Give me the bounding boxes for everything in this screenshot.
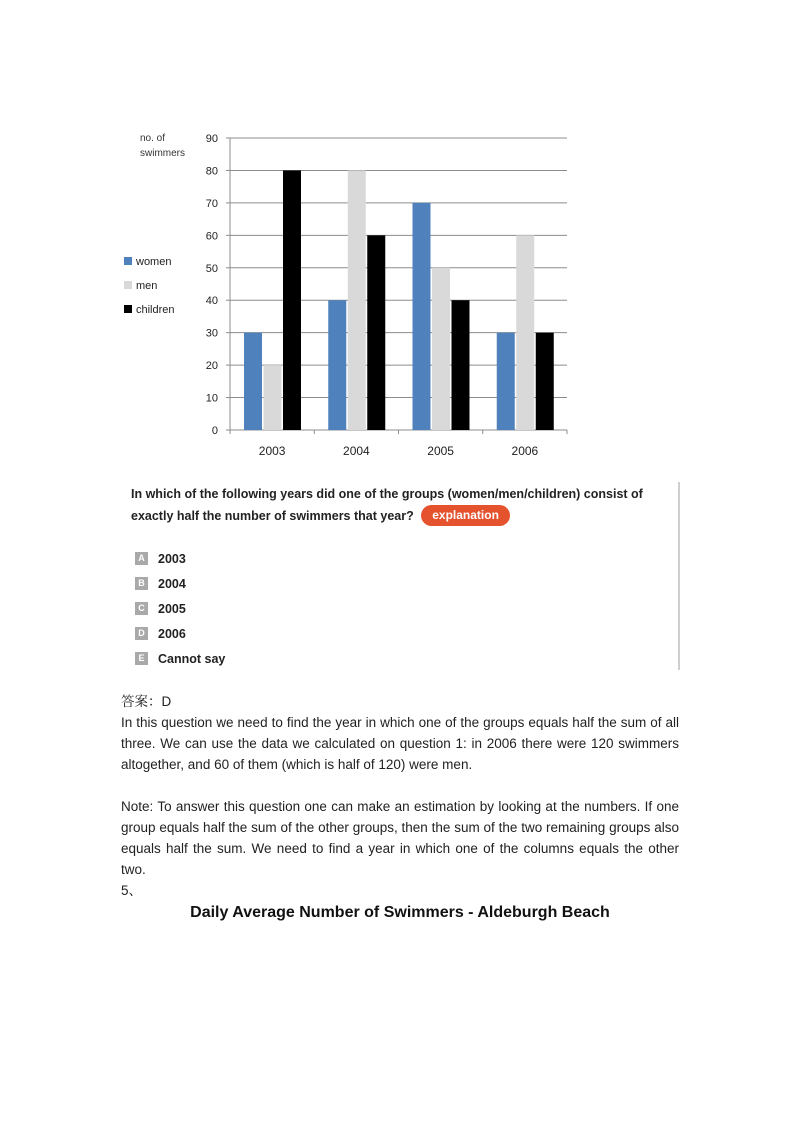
chart-legend [124,256,175,316]
y-tick-label: 90 [205,133,218,145]
legend-swatch-men [124,281,132,289]
legend-swatch-women [124,257,132,265]
y-tick-label: 10 [205,392,218,405]
bar-women-2003 [244,333,262,430]
answer-explanation [121,691,679,901]
y-axis-label-line2: swimmers [140,148,185,159]
option-c[interactable] [135,596,225,621]
bar-children-2005 [452,300,470,430]
bar-men-2006 [516,235,534,430]
option-d-letter-icon: D [135,627,148,640]
question-text: In which of the following years did one of the groups (women/men/children) consist of exactly half the number of swimmers that year? [131,487,643,523]
y-tick-label: 60 [205,230,218,243]
option-a-label: 2003 [158,551,186,566]
option-e[interactable] [135,646,225,671]
bar-children-2003 [283,170,301,430]
x-axis-ticks [259,444,539,458]
x-tick-label-2003: 2003 [258,444,286,458]
bar-men-2004 [348,170,366,430]
option-c-letter-icon: C [135,602,148,615]
question-panel [128,482,680,670]
y-tick-label: 30 [205,327,218,340]
legend-swatch-children [124,305,132,313]
bar-women-2004 [328,300,346,430]
bar-men-2005 [432,268,450,430]
option-d[interactable] [135,621,225,646]
option-c-label: 2005 [158,601,186,616]
option-b-label: 2004 [158,576,186,591]
x-tick-label-2005: 2005 [427,444,454,458]
answer-label: 答案：D [121,694,172,709]
bar-women-2005 [413,203,431,430]
y-tick-label: 70 [205,197,218,210]
bar-children-2006 [536,333,554,430]
bar-children-2004 [367,235,385,430]
option-e-letter-icon: E [135,652,148,665]
next-question-number: 5、 [121,883,143,898]
x-tick-label-2006: 2006 [511,444,539,458]
question-text-block [128,482,671,527]
bar-men-2003 [264,365,282,430]
option-b[interactable] [135,571,225,596]
y-axis-label-line1: no. of [140,133,166,144]
option-d-label: 2006 [158,626,186,641]
answer-paragraph-2: Note: To answer this question one can make an estimation by looking at the numbers. If one group equals half the sum of the other groups, then the sum of the two remaining groups also equals half the sum. We need to find a year in which one of the columns equals the other two. [121,799,679,877]
option-b-letter-icon: B [135,577,148,590]
option-a[interactable] [135,546,225,571]
answer-options [135,546,225,671]
legend-label-women: women [136,256,172,268]
y-axis-ticks [206,133,218,437]
y-tick-label: 50 [205,262,218,275]
bar-women-2006 [497,333,515,430]
answer-paragraph-1: In this question we need to find the year in which one of the groups equals half the sum of all three. We can use the data we calculated on question 1: in 2006 there were 120 swimmers altogether, and 60 of them (which is half of 120) were men. [121,715,679,772]
x-tick-label-2004: 2004 [343,444,370,458]
swimmers-bar-chart [100,125,600,465]
next-chart-title: Daily Average Number of Swimmers - Aldeburgh Beach [190,904,610,921]
legend-label-men: men [136,280,158,292]
y-tick-label: 80 [205,165,218,178]
y-tick-label: 0 [211,425,218,437]
y-tick-label: 20 [205,360,218,373]
option-e-label: Cannot say [158,651,226,666]
option-a-letter-icon: A [135,552,148,565]
explanation-button[interactable]: explanation [421,505,510,526]
y-tick-label: 40 [205,295,218,308]
legend-label-children: children [136,304,175,316]
